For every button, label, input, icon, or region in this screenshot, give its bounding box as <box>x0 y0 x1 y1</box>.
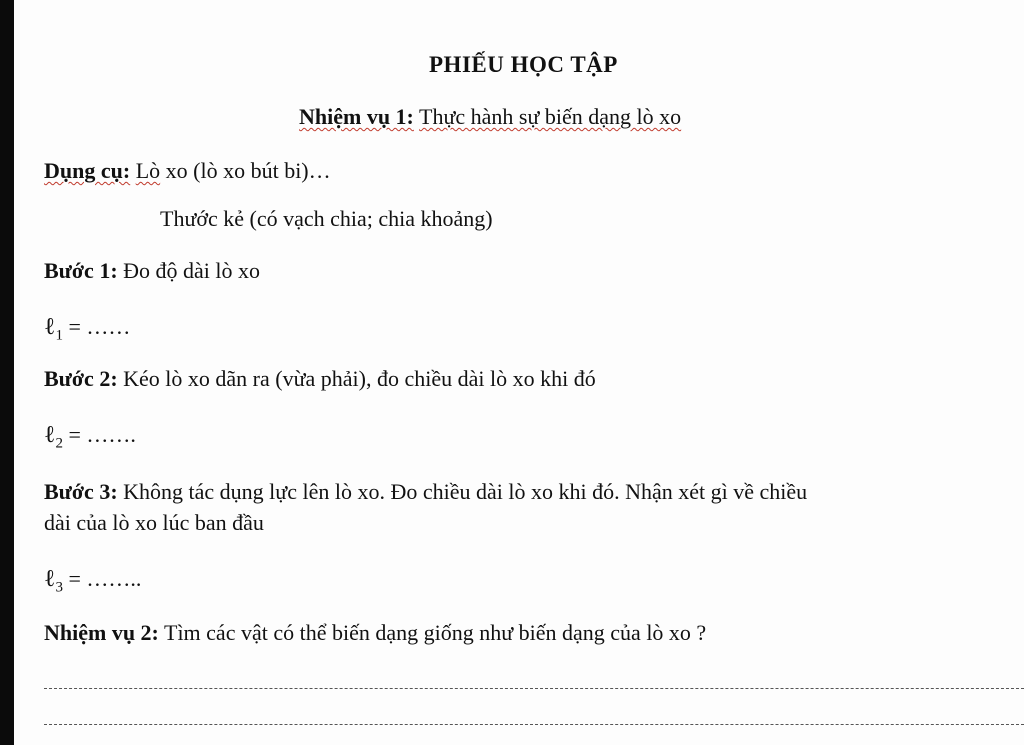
left-edge-bar <box>0 0 14 745</box>
step3-line <box>44 479 807 505</box>
formula-blank: = ……. <box>63 422 136 447</box>
step1-line <box>44 258 260 284</box>
formula-l3 <box>44 564 141 596</box>
answer-line-2 <box>44 724 1024 725</box>
answer-line-1 <box>44 688 1024 689</box>
formula-l1 <box>44 312 130 344</box>
step3-text-line2: dài của lò xo lúc ban đầu <box>44 510 264 535</box>
step1-label: Bước 1: <box>44 258 118 283</box>
tools-item2: Thước kẻ (có vạch chia; chia khoảng) <box>160 206 493 231</box>
subscript: 2 <box>55 435 63 452</box>
task1-text: Thực hành sự biến dạng lò xo <box>419 104 682 129</box>
subscript: 1 <box>55 327 63 344</box>
task1-label: Nhiệm vụ 1: <box>299 104 414 129</box>
worksheet-title: PHIẾU HỌC TẬP <box>429 52 618 77</box>
step3-text-line1: Không tác dụng lực lên lò xo. Đo chiều dài lò xo khi đó. Nhận xét gì về chiều <box>123 479 808 504</box>
formula-blank: = …… <box>63 314 131 339</box>
length-symbol: ℓ <box>44 420 56 448</box>
length-symbol: ℓ <box>44 564 56 592</box>
tools-item1-word: Lò <box>135 158 161 183</box>
tools-item1-rest: xo (lò xo bút bi)… <box>160 158 331 183</box>
length-symbol: ℓ <box>44 312 56 340</box>
step2-label: Bước 2: <box>44 366 118 391</box>
task2-label: Nhiệm vụ 2: <box>44 620 159 645</box>
task2-text: Tìm các vật có thể biến dạng giống như biến dạng của lò xo ? <box>164 620 707 645</box>
subscript: 3 <box>55 579 63 596</box>
tools-line <box>44 158 331 184</box>
formula-blank: = …….. <box>63 566 142 591</box>
worksheet-page <box>14 0 1024 745</box>
formula-l2 <box>44 420 136 452</box>
tools-label: Dụng cụ: <box>44 158 131 183</box>
task2-line <box>44 620 706 646</box>
step2-line <box>44 366 596 392</box>
step1-text: Đo độ dài lò xo <box>123 258 261 283</box>
task1-heading <box>299 104 681 130</box>
step3-label: Bước 3: <box>44 479 118 504</box>
step2-text: Kéo lò xo dãn ra (vừa phải), đo chiều dài lò xo khi đó <box>123 366 596 391</box>
